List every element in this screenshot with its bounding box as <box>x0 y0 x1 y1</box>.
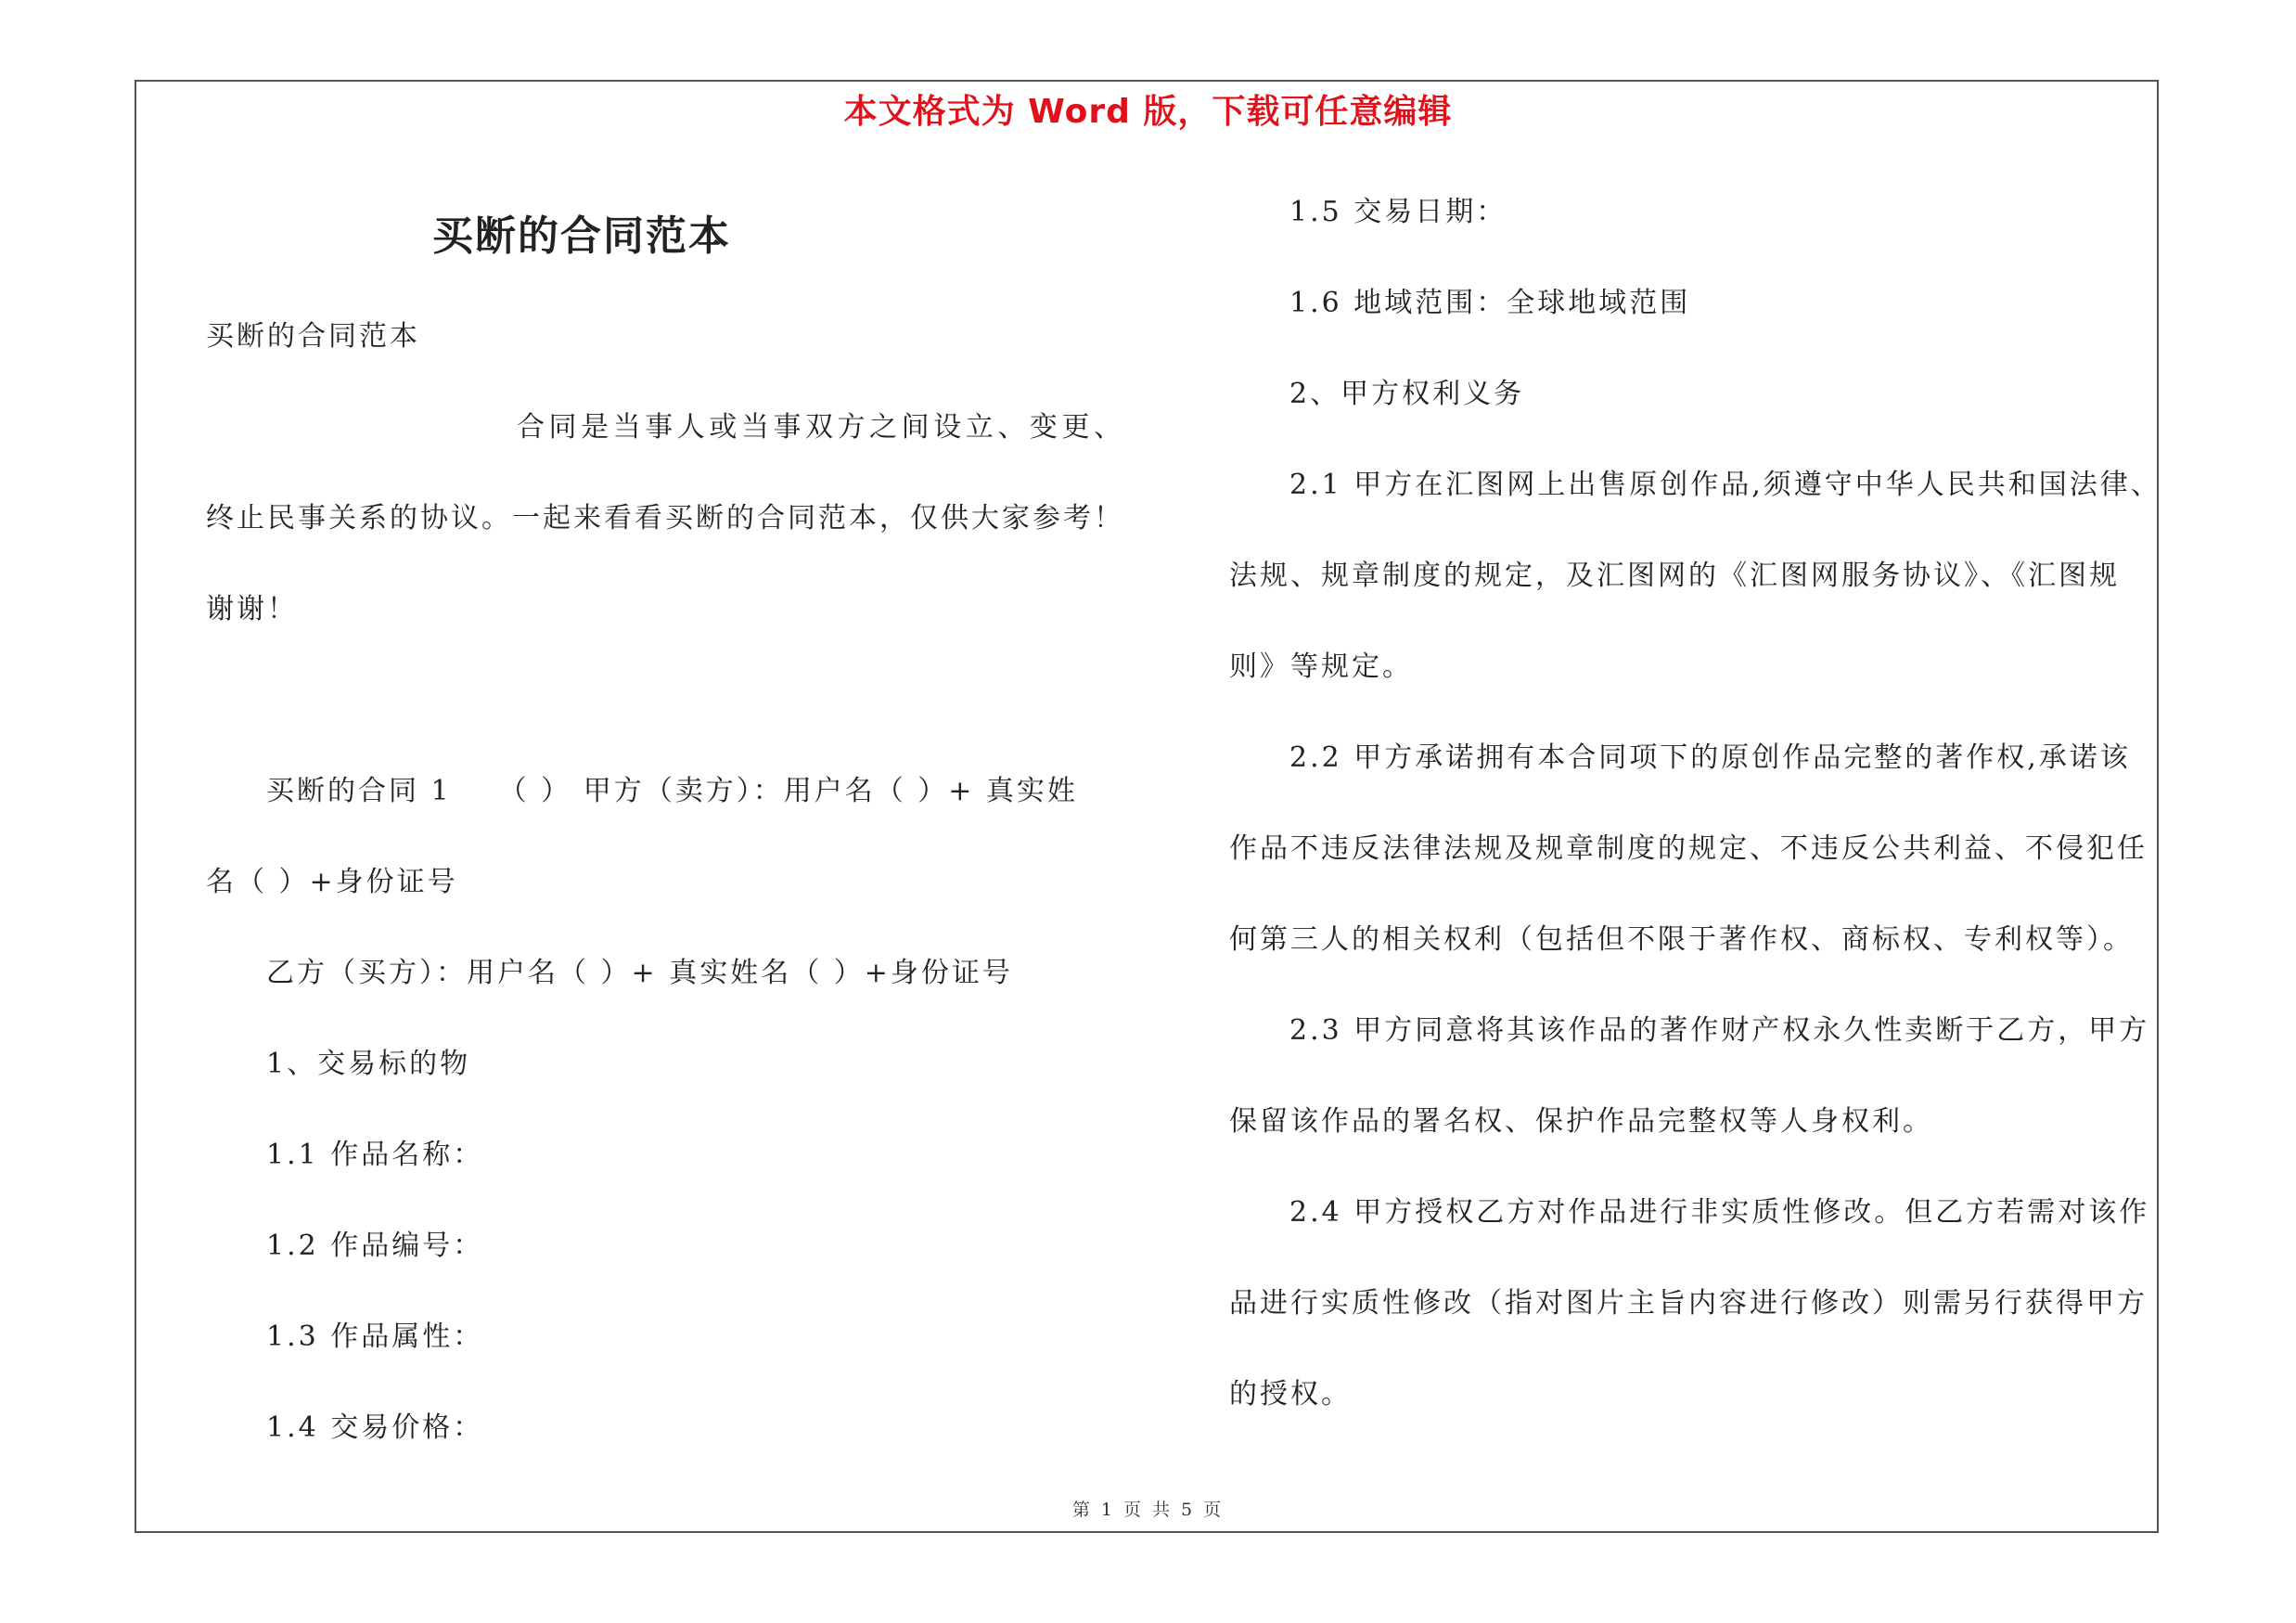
item-1-2: 1.2 作品编号： <box>266 1230 484 1262</box>
item-1-3: 1.3 作品属性： <box>266 1320 484 1353</box>
clause-2-1-line-3: 则》等规定。 <box>1229 650 1413 683</box>
clause-2-2-line-2: 作品不违反法律法规及规章制度的规定、不违反公共利益、不侵犯任 <box>1229 832 2148 865</box>
clause-2-3-line-1: 2.3 甲方同意将其该作品的著作财产权永久性卖断于乙方，甲方 <box>1289 1014 2150 1047</box>
word-format-banner: 本文格式为 Word 版，下载可任意编辑 <box>843 93 1453 131</box>
party-b-line: 乙方（买方）：用户名（ ）+ 真实姓名（ ）+身份证号 <box>266 957 1013 989</box>
clause-2-4-line-3: 的授权。 <box>1229 1378 1352 1410</box>
item-1-6: 1.6 地域范围：全球地域范围 <box>1289 287 1691 319</box>
clause-2-2-line-3: 何第三人的相关权利（包括但不限于著作权、商标权、专利权等）。 <box>1229 923 2134 956</box>
clause-2-1-line-1: 2.1 甲方在汇图网上出售原创作品,须遵守中华人民共和国法律、 <box>1289 469 2161 501</box>
clause-2-3-line-2: 保留该作品的署名权、保护作品完整权等人身权利。 <box>1229 1105 1933 1138</box>
clause-2-4-line-1: 2.4 甲方授权乙方对作品进行非实质性修改。但乙方若需对该作 <box>1289 1196 2150 1229</box>
item-1-5: 1.5 交易日期： <box>1289 196 1507 228</box>
page-number-footer: 第 1 页 共 5 页 <box>1071 1500 1225 1520</box>
blank-line <box>206 655 1124 746</box>
right-column <box>1229 167 2161 1440</box>
item-1-1: 1.1 作品名称： <box>266 1139 484 1171</box>
clause-2-2-line-1: 2.2 甲方承诺拥有本合同项下的原创作品完整的著作权,承诺该 <box>1289 741 2131 774</box>
clause-2-4-line-2: 品进行实质性修改（指对图片主旨内容进行修改）则需另行获得甲方 <box>1229 1287 2148 1320</box>
party-a-line-1: 买断的合同 1 （ ） 甲方（卖方）：用户名（ ）+ 真实姓 <box>266 775 1078 807</box>
item-1-4: 1.4 交易价格： <box>266 1411 484 1444</box>
left-column <box>206 186 1124 1474</box>
document-subtitle: 买断的合同范本 <box>206 320 420 353</box>
party-a-line-2: 名（ ）+身份证号 <box>206 866 458 898</box>
section-1-heading: 1、交易标的物 <box>266 1048 471 1080</box>
document-title: 买断的合同范本 <box>432 213 731 260</box>
section-2-heading: 2、甲方权利义务 <box>1289 378 1525 410</box>
intro-paragraph: 合同是当事人或当事双方之间设立、变更、终止民事关系的协议。一起来看看买断的合同范本，仅供大家参考！谢谢！ <box>206 411 1124 625</box>
clause-2-1-line-2: 法规、规章制度的规定，及汇图网的《汇图网服务协议》、《汇图规 <box>1229 560 2120 592</box>
